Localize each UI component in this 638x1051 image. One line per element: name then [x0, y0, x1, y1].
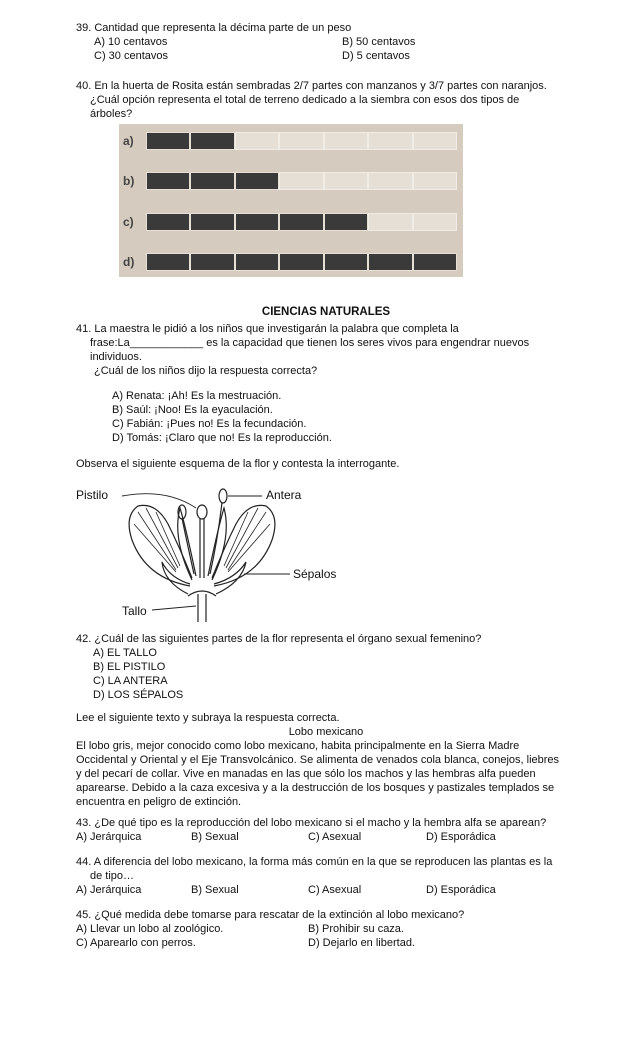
fraction-cell — [146, 253, 190, 271]
flower-intro: Observa el siguiente esquema de la flor y contesta la interrogante. — [76, 458, 400, 470]
anther-right — [219, 489, 227, 503]
stamen-left — [182, 518, 194, 574]
q42-option-d: D) LOS SÉPALOS — [93, 689, 184, 701]
fraction-cell — [146, 172, 190, 190]
q39-text: 39. Cantidad que representa la décima parte de un peso — [76, 22, 352, 34]
q41-option-d: D) Tomás: ¡Claro que no! Es la reproducción. — [112, 432, 332, 444]
reading-title: Lobo mexicano — [288, 726, 364, 738]
q39-option-c: C) 30 centavos — [94, 50, 168, 62]
q39-option-d: D) 5 centavos — [342, 50, 410, 62]
reading-line-5: encuentra en peligro de extinción. — [76, 796, 242, 808]
fraction-cell — [279, 172, 323, 190]
reading-line-3: y del pecarí de collar. Vive en manadas en las que sólo los machos y las hembras alfa pueden — [76, 768, 536, 780]
fraction-bar-b — [146, 172, 457, 190]
tallo-leader-line — [152, 606, 196, 610]
fraction-label-a: a) — [123, 134, 134, 148]
fraction-cell — [190, 213, 234, 231]
fraction-bar-d — [146, 253, 457, 271]
petal-veins-right — [224, 508, 270, 572]
fraction-cell — [279, 213, 323, 231]
q42-option-a: A) EL TALLO — [93, 647, 157, 659]
q42-option-c: C) LA ANTERA — [93, 675, 168, 687]
fraction-label-b: b) — [123, 174, 135, 188]
flower-drawing — [76, 478, 356, 622]
label-tallo: Tallo — [122, 604, 147, 618]
fraction-cell — [368, 132, 412, 150]
q39-option-a: A) 10 centavos — [94, 36, 168, 48]
fraction-cell — [235, 253, 279, 271]
q43-option-d: D) Esporádica — [426, 831, 496, 843]
label-pistilo: Pistilo — [76, 488, 109, 502]
q40-line-3: árboles? — [90, 108, 133, 120]
fraction-cell — [368, 253, 412, 271]
q42-option-b: B) EL PISTILO — [93, 661, 166, 673]
fraction-cell — [413, 172, 457, 190]
pistil — [200, 518, 204, 578]
fraction-cell — [190, 253, 234, 271]
fraction-cell — [368, 172, 412, 190]
fraction-cell — [235, 213, 279, 231]
q44-option-d: D) Esporádica — [426, 884, 496, 896]
q45-text: 45. ¿Qué medida debe tomarse para rescatar de la extinción al lobo mexicano? — [76, 909, 465, 921]
q44-option-a: A) Jerárquica — [76, 884, 142, 896]
fraction-cell — [235, 172, 279, 190]
pistilo-leader-line — [122, 494, 196, 508]
q41-line-2: frase:La____________ es la capacidad que tienen los seres vivos para engendrar nuevos — [90, 337, 530, 349]
fraction-cell — [324, 172, 368, 190]
fraction-label-d: d) — [123, 255, 135, 269]
q45-option-b: B) Prohibir su caza. — [308, 923, 404, 935]
q41-line-3: individuos. — [90, 351, 142, 363]
q44-option-b: B) Sexual — [191, 884, 239, 896]
q41-line-1: 41. La maestra le pidió a los niños que investigarán la palabra que completa la — [76, 323, 459, 335]
q43-option-a: A) Jerárquica — [76, 831, 142, 843]
reading-line-2: Occidental y Oriental y el Eje Transvolcánico. Se alimenta de venados cola blanca, conejos, liebres — [76, 754, 560, 766]
label-antera: Antera — [266, 488, 302, 502]
fraction-cell — [279, 132, 323, 150]
q44-option-c: C) Asexual — [308, 884, 362, 896]
fraction-cell — [324, 213, 368, 231]
q41-option-c: C) Fabián: ¡Pues no! Es la fecundación. — [112, 418, 307, 430]
fraction-cell — [146, 213, 190, 231]
fraction-cell — [324, 253, 368, 271]
q45-option-d: D) Dejarlo en libertad. — [308, 937, 415, 949]
reading-line-4: aparearse. Debido a la caza excesiva y a la destrucción de los bosques y pastizales templados se — [76, 782, 555, 794]
fraction-cell — [413, 253, 457, 271]
fraction-bars-figure — [119, 124, 463, 277]
q39-option-b: B) 50 centavos — [342, 36, 416, 48]
q43-option-b: B) Sexual — [191, 831, 239, 843]
q44-line-2: de tipo… — [90, 870, 135, 882]
fraction-cell — [190, 132, 234, 150]
fraction-cell — [413, 213, 457, 231]
q43-text: 43. ¿De qué tipo es la reproducción del lobo mexicano si el macho y la hembra alfa se aparean? — [76, 817, 547, 829]
q40-line-1: 40. En la huerta de Rosita están sembradas 2/7 partes con manzanos y 3/7 partes con naranjos. — [76, 80, 547, 92]
reading-line-1: El lobo gris, mejor conocido como lobo mexicano, habita principalmente en la Sierra Madre — [76, 740, 520, 752]
section-title: CIENCIAS NATURALES — [261, 306, 391, 318]
fraction-label-c: c) — [123, 215, 134, 229]
fraction-cell — [190, 172, 234, 190]
petal-veins-left — [134, 508, 180, 572]
flower-stem — [198, 594, 206, 622]
q41-option-b: B) Saúl: ¡Noo! Es la eyaculación. — [112, 404, 273, 416]
fraction-bar-c — [146, 213, 457, 231]
reading-intro: Lee el siguiente texto y subraya la respuesta correcta. — [76, 712, 340, 724]
q40-line-2: ¿Cuál opción representa el total de terreno dedicado a la siembra con esos dos tipos de — [90, 94, 520, 106]
fraction-cell — [279, 253, 323, 271]
fraction-bar-a — [146, 132, 457, 150]
q45-option-a: A) Llevar un lobo al zoológico. — [76, 923, 224, 935]
label-sepalos: Sépalos — [293, 567, 337, 581]
stigma — [197, 505, 207, 519]
q41-line-4: ¿Cuál de los niños dijo la respuesta correcta? — [94, 365, 318, 377]
fraction-cell — [413, 132, 457, 150]
fraction-cell — [146, 132, 190, 150]
fraction-cell — [324, 132, 368, 150]
flower-diagram — [76, 478, 356, 622]
q44-line-1: 44. A diferencia del lobo mexicano, la forma más común en la que se reproducen las plantas es la — [76, 856, 553, 868]
flower-receptacle — [188, 591, 216, 596]
fraction-cell — [368, 213, 412, 231]
q45-option-c: C) Aparearlo con perros. — [76, 937, 196, 949]
q41-option-a: A) Renata: ¡Ah! Es la mestruación. — [112, 390, 282, 402]
q43-option-c: C) Asexual — [308, 831, 362, 843]
fraction-cell — [235, 132, 279, 150]
q42-text: 42. ¿Cuál de las siguientes partes de la flor representa el órgano sexual femenino? — [76, 633, 482, 645]
